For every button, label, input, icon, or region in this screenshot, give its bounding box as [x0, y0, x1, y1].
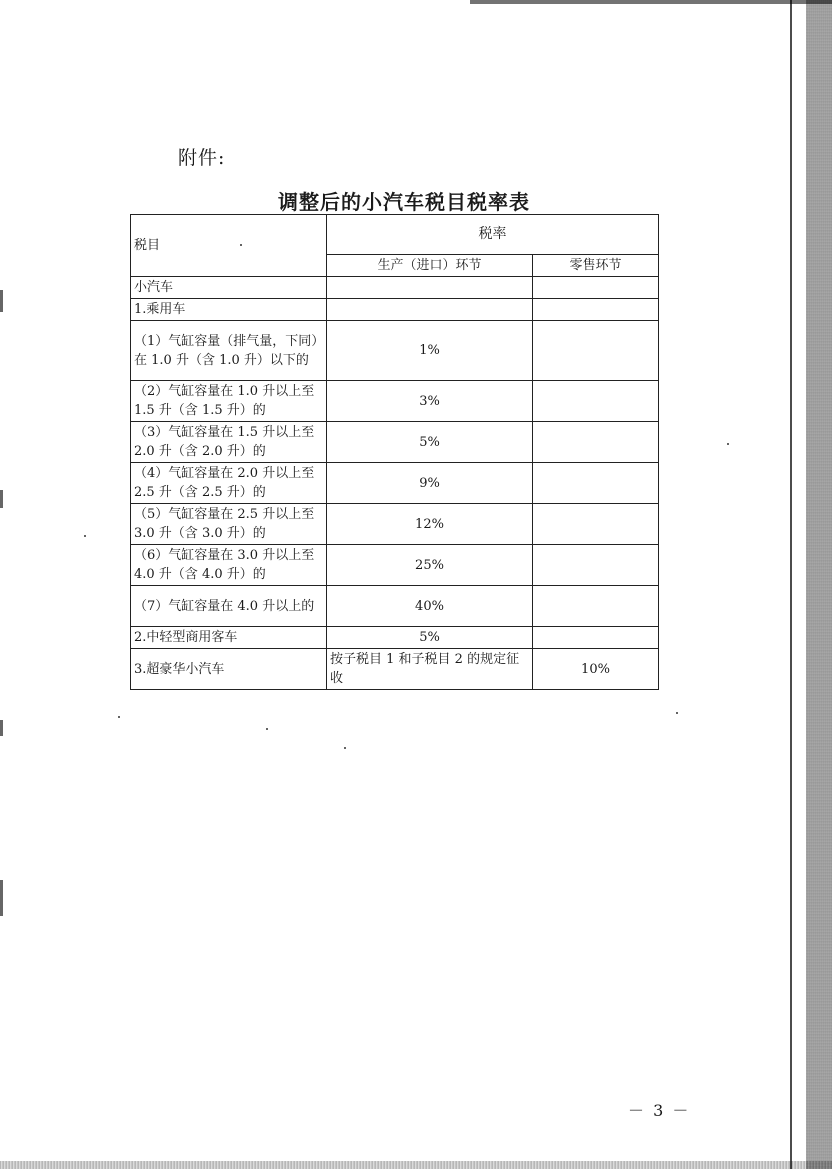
retail-rate-cell: [533, 586, 659, 627]
scan-edge-mark: [0, 720, 3, 736]
table-row: [131, 545, 659, 586]
header-tax-rate: 税率: [327, 215, 659, 255]
page-number: － 3 －: [628, 1101, 691, 1120]
retail-rate-cell: [533, 545, 659, 586]
header-retail-stage: 零售环节: [533, 255, 659, 277]
table-row: [131, 627, 659, 649]
scan-edge-line: [790, 0, 792, 1169]
table-row: [131, 504, 659, 545]
tax-item-cell: （4）气缸容量在 2.0 升以上至 2.5 升（含 2.5 升）的: [131, 463, 327, 504]
tax-rate-table: [130, 214, 659, 690]
header-tax-item: 税目: [131, 215, 327, 277]
attachment-label: 附件:: [178, 147, 226, 169]
production-rate-cell: 5%: [327, 627, 533, 649]
scan-edge-mark: [0, 290, 3, 312]
scan-speck: [118, 716, 120, 718]
production-rate-cell: 5%: [327, 422, 533, 463]
scan-speck: [344, 747, 346, 749]
header-production-stage: 生产（进口）环节: [327, 255, 533, 277]
production-rate-cell: [327, 299, 533, 321]
tax-item-cell: 3.超豪华小汽车: [131, 649, 327, 690]
production-rate-cell: 按子税目 1 和子税目 2 的规定征收: [327, 649, 533, 690]
document-title: 调整后的小汽车税目税率表: [278, 190, 530, 214]
retail-rate-cell: [533, 422, 659, 463]
table-row: [131, 586, 659, 627]
production-rate-cell: 3%: [327, 381, 533, 422]
table-row: [131, 321, 659, 381]
table-row: [131, 381, 659, 422]
scan-speck: [727, 443, 729, 445]
retail-rate-cell: 10%: [533, 649, 659, 690]
scan-edge-bottom: [0, 1161, 832, 1169]
table-header-row: [131, 215, 659, 255]
table-row: [131, 299, 659, 321]
table-row: [131, 649, 659, 690]
scan-edge-mark: [0, 880, 3, 916]
table-row: [131, 463, 659, 504]
scan-edge-right: [806, 0, 832, 1169]
retail-rate-cell: [533, 627, 659, 649]
tax-item-cell: （5）气缸容量在 2.5 升以上至 3.0 升（含 3.0 升）的: [131, 504, 327, 545]
retail-rate-cell: [533, 463, 659, 504]
production-rate-cell: 40%: [327, 586, 533, 627]
tax-item-cell: 2.中轻型商用客车: [131, 627, 327, 649]
production-rate-cell: [327, 277, 533, 299]
scan-edge-top: [470, 0, 832, 4]
tax-item-cell: （7）气缸容量在 4.0 升以上的: [131, 586, 327, 627]
tax-item-cell: （1）气缸容量（排气量，下同）在 1.0 升（含 1.0 升）以下的: [131, 321, 327, 381]
production-rate-cell: 25%: [327, 545, 533, 586]
retail-rate-cell: [533, 299, 659, 321]
tax-item-cell: 1.乘用车: [131, 299, 327, 321]
table-row: [131, 277, 659, 299]
tax-item-cell: 小汽车: [131, 277, 327, 299]
production-rate-cell: 1%: [327, 321, 533, 381]
scan-speck: [676, 712, 678, 714]
retail-rate-cell: [533, 321, 659, 381]
retail-rate-cell: [533, 504, 659, 545]
tax-item-cell: （6）气缸容量在 3.0 升以上至 4.0 升（含 4.0 升）的: [131, 545, 327, 586]
scan-speck: [266, 728, 268, 730]
production-rate-cell: 12%: [327, 504, 533, 545]
tax-item-cell: （3）气缸容量在 1.5 升以上至 2.0 升（含 2.0 升）的: [131, 422, 327, 463]
retail-rate-cell: [533, 381, 659, 422]
retail-rate-cell: [533, 277, 659, 299]
table-row: [131, 422, 659, 463]
scan-edge-mark: [0, 490, 3, 508]
production-rate-cell: 9%: [327, 463, 533, 504]
scan-speck: [84, 535, 86, 537]
tax-item-cell: （2）气缸容量在 1.0 升以上至 1.5 升（含 1.5 升）的: [131, 381, 327, 422]
